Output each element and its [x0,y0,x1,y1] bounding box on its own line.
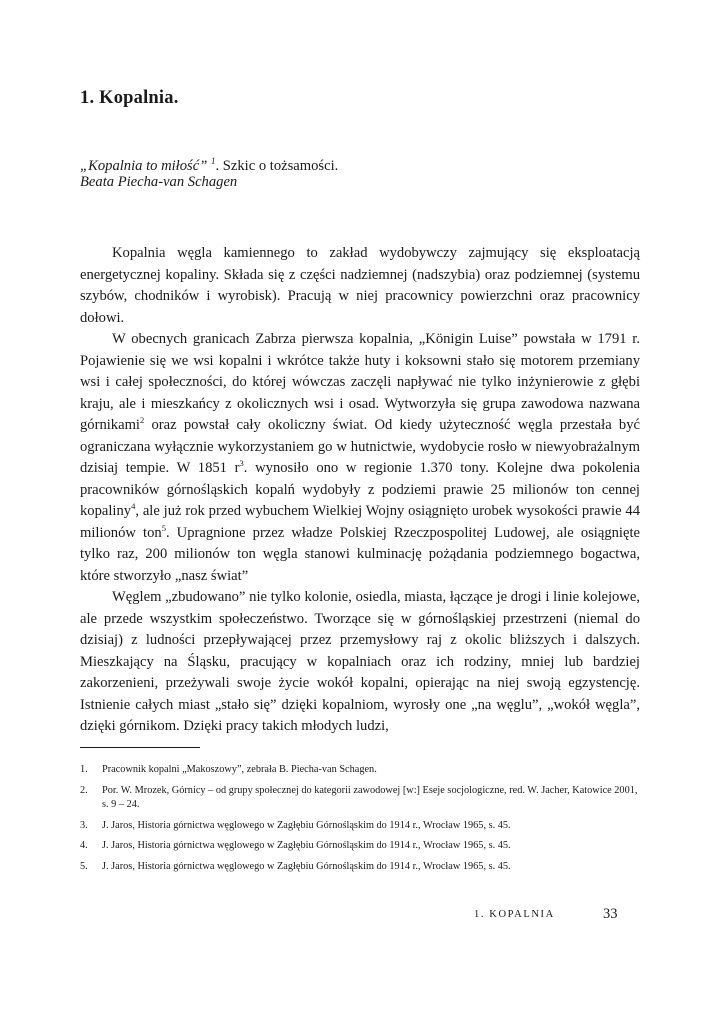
footnote-number: 4. [80,840,88,851]
footnote-item [80,839,640,854]
footnote-number: 5. [80,860,88,872]
text-run: , ale już rok przed wybuchem Wielkiej Wojny osiągnięto urobek wysokości prawie 44 milionów ton [80,503,640,541]
footnote-ref: 5 [161,522,166,533]
paragraph [80,587,640,738]
footnote-item [80,784,640,813]
footnote-item [80,763,640,778]
footnote-divider [80,747,200,748]
text-run: W obecnych granicach Zabrza pierwsza kopalnia, „Königin Luise” powstała w 1791 r. Pojawienie się we wsi kopalni i wkrótce także huty i koksowni stało się motorem przemiany wsi i całej społeczności, do której wówczas zaczęli napływać nie tylko inżynierowie z głębi kraju, ale i mieszkańcy z okolicznych wsi i osad. Wytworzyła się grupa zawodowa nazwana górnikami [80,331,640,433]
subtitle-rest: . Szkic o tożsamości. [215,157,339,174]
footnote-item [80,819,640,834]
text-run: Kopalnia węgla kamiennego to zakład wydobywczy zajmujący się eksploatacją energetycznej kopaliny. Składa się z części nadziemnej (nadszybia) oraz podziemnej (systemu szybów, chodników i wyrobisk). Pracują w niej pracownicy powierzchni oraz pracownicy dołowi. [80,245,640,326]
footnote-ref: 2 [140,415,145,426]
text-run: Węglem „zbudowano” nie tylko kolonie, osiedla, miasta, łączące je drogi i linie kolejowe, ale przede wszystkim społeczeństwo. Tworzące się w górnośląskiej przestrzeni (niemal do dzisiaj) z ludności przepływającej przez przemysłowy raj z okolic bliższych i dalszych. Mieszkający na Śląsku, pracujący w kopalniach oraz ich rodziny, mniej lub bardziej zakorzenieni, przeżywali swoje życie wokół kopalni, opierając na niej swoją egzystencję. Istnienie całych miast „stało się” dzięki kopalniom, wyrosły one „na węglu”, „wokół węgla”, dzięki górnikom. Dzięki pracy takich młodych ludzi, [80,589,640,734]
paragraph [80,243,640,329]
subtitle-quote: „Kopalnia to miłość” [80,157,208,174]
footnote-number: 2. [80,784,88,796]
footnote-text: J. Jaros, Historia górnictwa węglowego w Zagłębiu Górnośląskim do 1914 r., Wrocław 1965, s. 45. [102,819,511,831]
text-run: . wynosiło ono w regionie 1.370 tony. Kolejne dwa pokolenia pracowników górnośląskich kopalń wydobyły z podziemi prawie 25 milionów ton cennej kopaliny [80,460,640,519]
footnote-item [80,860,640,875]
footnote-ref: 3 [239,458,244,469]
text-run: oraz powstał cały okoliczny świat. Od kiedy użyteczność węgla przestała być ograniczana wyłącznie wykorzystaniem go w hutnictwie, wydobycie rosło w niewyobrażalnym dzisiaj tempie. W 1851 r [80,417,640,476]
footnote-text: Pracownik kopalni „Makoszowy”, zebrała B. Piecha-van Schagen. [102,764,377,775]
footnote-number: 3. [80,819,88,831]
page-number: 33 [603,906,618,922]
footnote-text: J. Jaros, Historia górnictwa węglowego w Zagłębiu Górnośląskim do 1914 r., Wrocław 1965, s. 45. [102,860,511,872]
footnotes [80,763,640,880]
footnote-text: J. Jaros, Historia górnictwa węglowego w Zagłębiu Górnośląskim do 1914 r., Wrocław 1965, s. 45. [102,840,511,851]
author-name: Beata Piecha-van Schagen [80,174,238,190]
paragraph [80,329,640,587]
running-head: 1. KOPALNIA [474,909,555,920]
subtitle-footnote-ref: 1 [210,156,216,166]
chapter-title: 1. Kopalnia. [80,88,179,108]
footnote-text: Por. W. Mrozek, Górnicy – od grupy społecznej do kategorii zawodowej [w:] Eseje socjologiczne, red. W. Jacher, Katowice 2001, s. 9 – 24. [102,784,638,810]
text-run: . Upragnione przez władze Polskiej Rzeczpospolitej Ludowej, ale osiągnięte tylko raz, 200 milionów ton węgla stanowi kulminację pożądania podziemnego bogactwa, które stworzyło „nasz świat” [80,524,641,584]
footnote-ref: 4 [131,501,136,512]
body-text [80,243,640,738]
footnote-number: 1. [80,764,88,775]
